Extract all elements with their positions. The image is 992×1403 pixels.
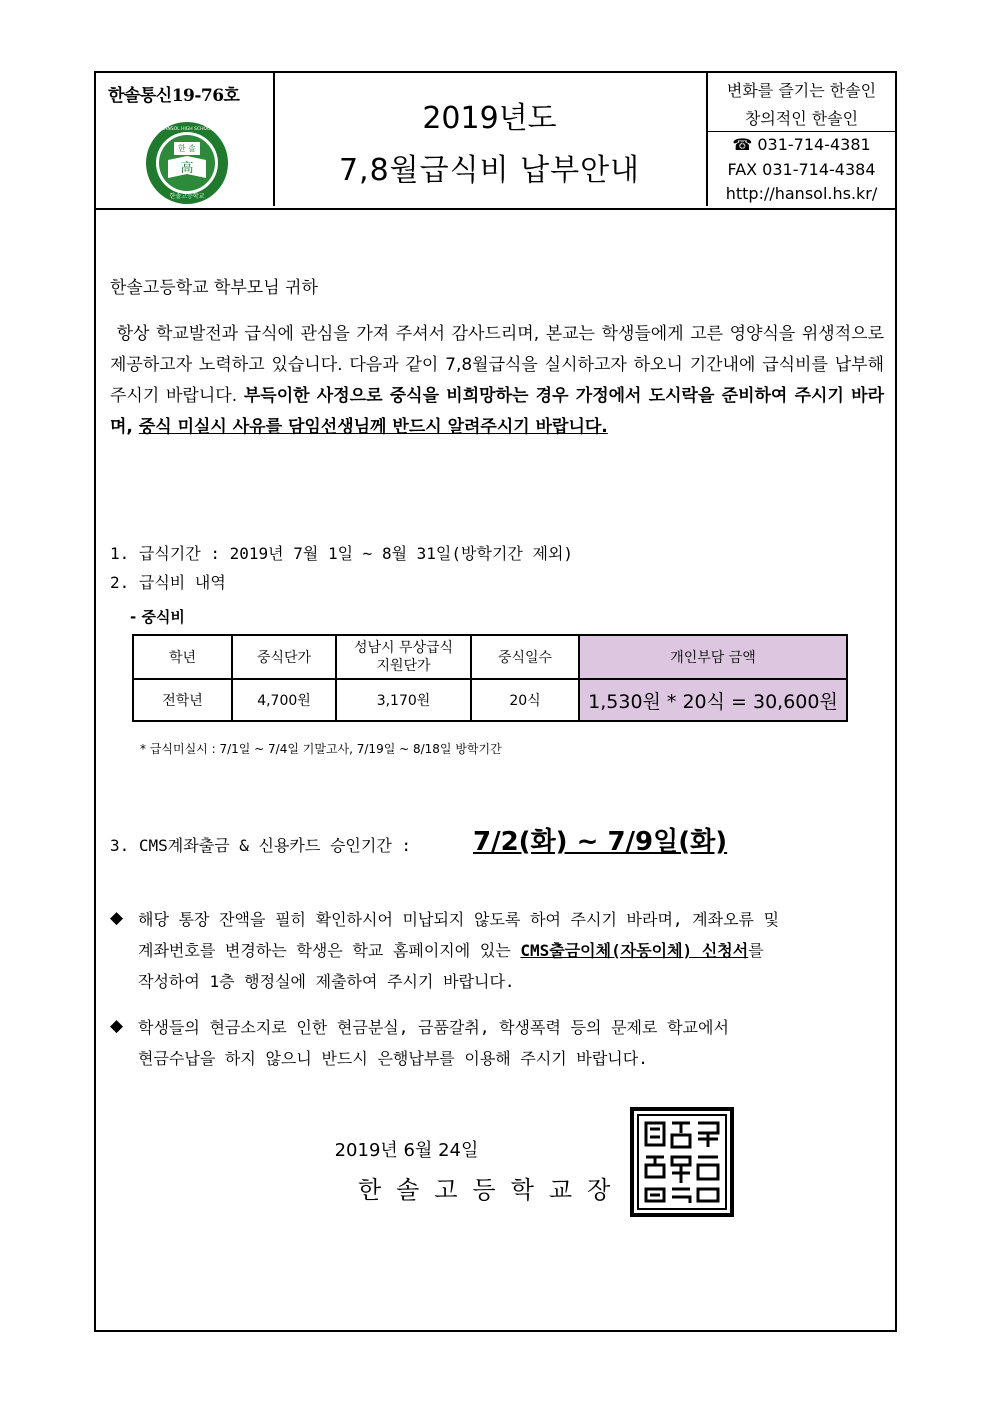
fee-table-row <box>133 679 847 721</box>
bullet-1-line1: 해당 통장 잔액을 필히 확인하시어 미납되지 않도록 하여 주시기 바라며, 계좌오류 및 <box>138 910 780 929</box>
header-unit-price: 중식단가 <box>232 635 336 679</box>
phone-number: ☎ 031-714-4381 <box>732 135 871 154</box>
body-paragraph <box>110 319 884 443</box>
bullet-1-line2 <box>138 935 779 966</box>
meal-fee-item: 2. 급식비 내역 <box>110 573 226 592</box>
bullet-1-line2-pre: 계좌번호를 변경하는 학생은 학교 홈페이지에 있는 <box>138 941 521 960</box>
letter-date <box>96 1136 895 1162</box>
logo-center-char: 高 <box>180 161 194 176</box>
header-grade: 학년 <box>133 635 232 679</box>
fee-table-header-row <box>133 635 847 679</box>
slogan-divider <box>708 131 895 132</box>
bullet-diamond-icon: ◆ <box>110 908 124 928</box>
cell-subsidy: 3,170원 <box>336 679 471 721</box>
bullet-2-line2: 현금수납을 하지 않으니 반드시 은행납부를 이용해 주시기 바랍니다. <box>138 1049 648 1068</box>
bullet-2-text <box>138 1012 729 1074</box>
meal-period-item: 1. 급식기간 : 2019년 7월 1일 ~ 8월 31일(방학기간 제외) <box>110 544 574 563</box>
title-year: 2019년도 <box>422 101 557 136</box>
bullet-diamond-icon: ◆ <box>110 1016 124 1036</box>
cell-days: 20식 <box>471 679 579 721</box>
paragraph-underlined: 중식 미실시 사유를 담임선생님께 반드시 알려주시기 바랍니다. <box>138 417 608 437</box>
cell-grade: 전학년 <box>133 679 232 721</box>
letter-header <box>96 73 895 210</box>
fee-table <box>132 634 848 722</box>
principal-signature: 한솔고등학교장 <box>358 1176 626 1204</box>
salutation: 한솔고등학교 학부모님 귀하 <box>110 278 318 298</box>
logo-mid-text: 한 솔 <box>178 144 196 153</box>
cell-personal-amount: 1,530원 * 20식 = 30,600원 <box>579 679 847 721</box>
cms-form-link: CMS출금이체(자동이체) 신청서 <box>520 941 749 960</box>
title-main: 7,8월급식비 납부안내 <box>338 153 641 188</box>
slogan-line1: 변화를 즐기는 한솔인 <box>726 81 877 100</box>
official-seal-icon <box>630 1107 734 1217</box>
header-right-cell <box>708 73 895 206</box>
header-personal-amount: 개인부담 금액 <box>579 635 847 679</box>
header-title-cell <box>273 73 708 206</box>
header-days: 중식일수 <box>471 635 579 679</box>
logo-bottom-text: 한솔고등학교 <box>169 193 205 200</box>
date-text: 2019년 6월 24일 <box>334 1140 479 1161</box>
cell-unit-price: 4,700원 <box>232 679 336 721</box>
bullet-1-text <box>138 904 779 997</box>
no-meal-note: * 급식미실시 : 7/1일 ~ 7/4일 기말고사, 7/19일 ~ 8/18일 방학기간 <box>140 742 502 756</box>
school-logo <box>144 120 230 206</box>
header-subsidy: 성남시 무상급식 지원단가 <box>336 635 471 679</box>
bullet-2-line1: 학생들의 현금소지로 인한 현금분실, 금품갈취, 학생폭력 등의 문제로 학교에서 <box>138 1018 729 1037</box>
payment-period-label: 3. CMS계좌출금 & 신용카드 승인기간 : <box>110 836 412 855</box>
document-frame <box>94 71 897 1332</box>
bullet-1-line3: 작성하여 1층 행정실에 제출하여 주시기 바랍니다. <box>138 972 515 991</box>
slogan-line2: 창의적인 한솔인 <box>744 109 859 128</box>
lunch-fee-subheading: - 중식비 <box>130 608 185 626</box>
website-link[interactable]: http://hansol.hs.kr/ <box>725 184 878 203</box>
issue-number: 한솔통신19-76호 <box>108 86 240 106</box>
logo-top-text: HANSOL HIGH SCHOOL <box>160 127 214 132</box>
paragraph-bold: 부득이한 사정으로 중식을 비희망하는 경우 가정에서 도시락을 준비하여 주시기 바라며, <box>110 386 884 437</box>
paragraph-text: 항상 학교발전과 급식에 관심을 가져 주셔서 감사드리며, 본교는 학생들에게 고른 영양식을 위생적으로 제공하고자 노력하고 있습니다. 다음과 같이 7,8월급식을 실시하고자 하오니 기간내에 급식비를 납부해 주시기 바랍니다. <box>110 324 884 406</box>
bullet-1-line2-post: 를 <box>748 941 764 960</box>
header-left-cell <box>96 73 275 206</box>
fax-number: FAX 031-714-4384 <box>727 160 876 179</box>
payment-period: 7/2(화) ~ 7/9일(화) <box>473 827 728 857</box>
